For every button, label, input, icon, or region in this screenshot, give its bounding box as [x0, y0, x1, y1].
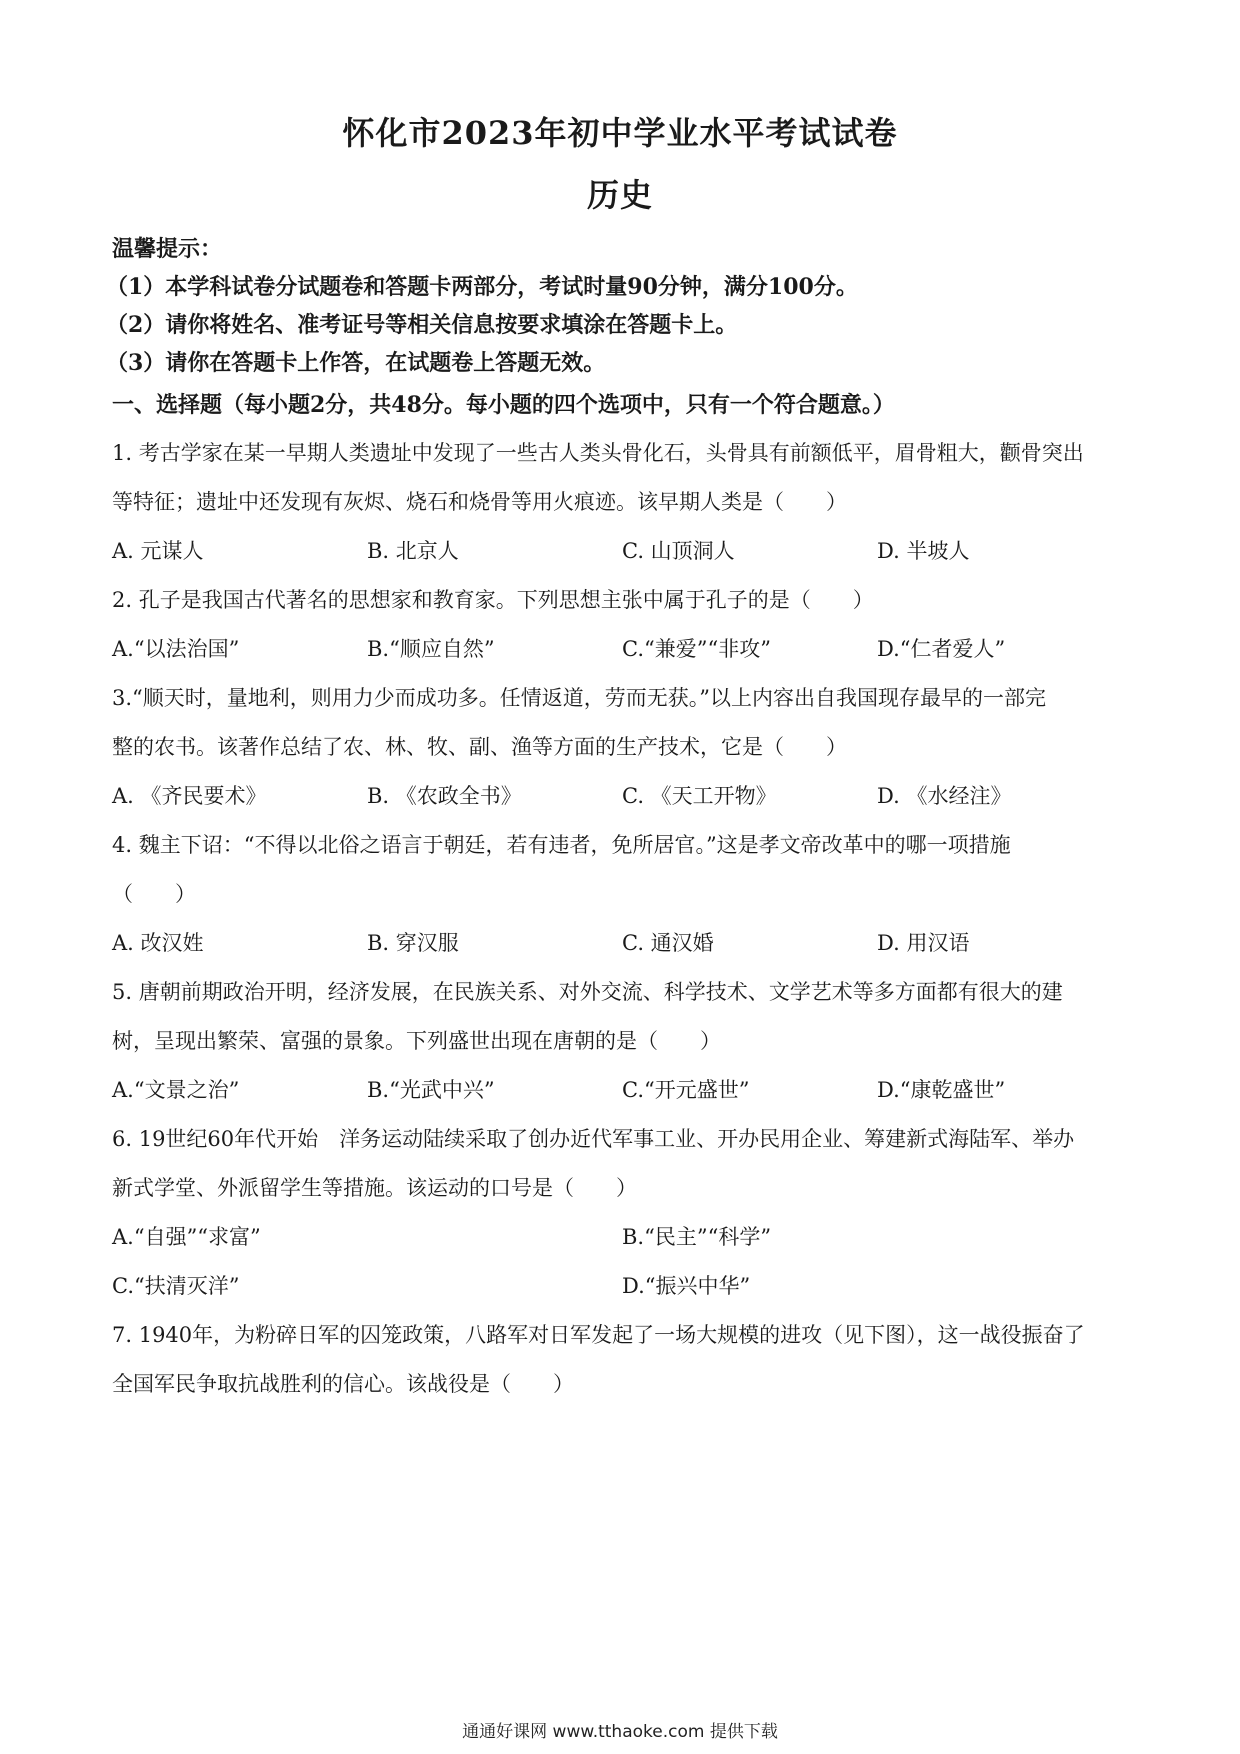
- option-a: A.“以法治国”: [112, 637, 240, 661]
- question-text: （ ）: [112, 882, 196, 906]
- option-c: C. 山顶洞人: [622, 539, 735, 563]
- question-text: 5. 唐朝前期政治开明，经济发展，在民族关系、对外交流、科学技术、文学艺术等多方面都有很大的建: [112, 980, 1063, 1004]
- options-row: [112, 1262, 1142, 1311]
- question-text: 1. 考古学家在某一早期人类遗址中发现了一些古人类头骨化石，头骨具有前额低平，眉骨粗大，颧骨突出: [112, 441, 1084, 465]
- option-c: C.“开元盛世”: [622, 1078, 750, 1102]
- notice-item: （3）请你在答题卡上作答，在试题卷上答题无效。: [106, 350, 606, 376]
- options-row: [112, 919, 1142, 968]
- question-5: [112, 968, 1142, 1115]
- question-text: 树，呈现出繁荣、富强的景象。下列盛世出现在唐朝的是（ ）: [112, 1029, 721, 1053]
- notice-heading: 温馨提示：: [112, 236, 223, 262]
- option-b: B.“光武中兴”: [367, 1078, 495, 1102]
- option-b: B.“顺应自然”: [367, 637, 495, 661]
- option-b: B. 《农政全书》: [367, 784, 522, 808]
- question-3: [112, 674, 1142, 821]
- questions-section: [112, 385, 1142, 1409]
- notice-block: [106, 230, 858, 382]
- options-row: [112, 1066, 1142, 1115]
- notice-item: （1）本学科试卷分试题卷和答题卡两部分，考试时量90分钟，满分100分。: [106, 274, 858, 300]
- question-2: [112, 576, 1142, 674]
- question-6: [112, 1115, 1142, 1311]
- section-title: 一、选择题（每小题2分，共48分。每小题的四个选项中，只有一个符合题意。）: [112, 392, 895, 418]
- option-c: C. 《天工开物》: [622, 784, 777, 808]
- option-d: D. 半坡人: [877, 539, 970, 563]
- option-a: A.“文景之治”: [112, 1078, 240, 1102]
- option-d: D.“仁者爱人”: [877, 637, 1006, 661]
- option-a: A.“自强”“求富”: [112, 1225, 261, 1249]
- question-text: 整的农书。该著作总结了农、林、牧、副、渔等方面的生产技术，它是（ ）: [112, 735, 847, 759]
- question-text: 6. 19世纪60年代开始 洋务运动陆续采取了创办近代军事工业、开办民用企业、筹建新式海陆军、举办: [112, 1127, 1075, 1151]
- option-d: D.“康乾盛世”: [877, 1078, 1006, 1102]
- question-text: 2. 孔子是我国古代著名的思想家和教育家。下列思想主张中属于孔子的是（ ）: [112, 588, 874, 612]
- option-b: B. 穿汉服: [367, 931, 459, 955]
- options-row: [112, 1213, 1142, 1262]
- option-c: C.“扶清灭洋”: [112, 1274, 240, 1298]
- option-d: D. 用汉语: [877, 931, 970, 955]
- question-text: 等特征；遗址中还发现有灰烬、烧石和烧骨等用火痕迹。该早期人类是（ ）: [112, 490, 847, 514]
- notice-item: （2）请你将姓名、准考证号等相关信息按要求填涂在答题卡上。: [106, 312, 738, 338]
- option-a: A. 改汉姓: [112, 931, 204, 955]
- question-4: [112, 821, 1142, 968]
- option-a: A. 元谋人: [112, 539, 204, 563]
- question-text: 7. 1940年，为粉碎日军的囚笼政策，八路军对日军发起了一场大规模的进攻（见下图），这一战役振奋了: [112, 1323, 1085, 1347]
- options-row: [112, 625, 1142, 674]
- option-c: C. 通汉婚: [622, 931, 714, 955]
- question-text: 3.“顺天时，量地利，则用力少而成功多。任情返道，劳而无获。”以上内容出自我国现存最早的一部完: [112, 686, 1047, 710]
- option-c: C.“兼爱”“非攻”: [622, 637, 771, 661]
- options-row: [112, 772, 1142, 821]
- question-text: 4. 魏主下诏：“不得以北俗之语言于朝廷，若有违者，免所居官。”这是孝文帝改革中的哪一项措施: [112, 833, 1011, 857]
- options-row: [112, 527, 1142, 576]
- footer-source: 通通好课网 www.tthaoke.com 提供下载: [462, 1722, 778, 1742]
- question-1: [112, 429, 1142, 576]
- question-text: 全国军民争取抗战胜利的信心。该战役是（ ）: [112, 1372, 574, 1396]
- option-b: B.“民主”“科学”: [622, 1225, 772, 1249]
- subject-title: 历史: [586, 176, 653, 214]
- question-7: [112, 1311, 1142, 1409]
- option-a: A. 《齐民要术》: [112, 784, 267, 808]
- question-text: 新式学堂、外派留学生等措施。该运动的口号是（ ）: [112, 1176, 637, 1200]
- exam-title: 怀化市2023年初中学业水平考试试卷: [342, 114, 898, 152]
- option-d: D.“振兴中华”: [622, 1274, 751, 1298]
- option-d: D. 《水经注》: [877, 784, 1012, 808]
- option-b: B. 北京人: [367, 539, 459, 563]
